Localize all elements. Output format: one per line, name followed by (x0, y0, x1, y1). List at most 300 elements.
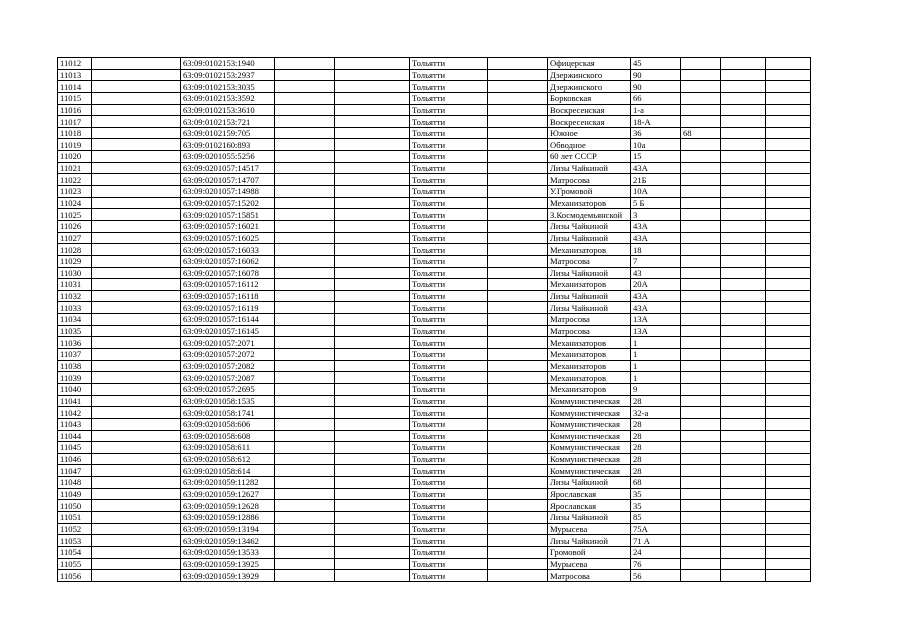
row-number-cell: 11012 (58, 58, 92, 70)
blank-cell (766, 279, 811, 291)
house-number-cell: 35 (631, 500, 681, 512)
street-cell: Дзержинского (548, 69, 631, 81)
blank-cell (721, 325, 766, 337)
blank-cell (721, 279, 766, 291)
table-row (58, 477, 811, 489)
extra-cell (681, 453, 721, 465)
city-cell: Тольятти (410, 500, 488, 512)
cadastral-number-cell: 63:09:0201057:2695 (181, 383, 275, 395)
blank-cell (92, 220, 181, 232)
blank-cell (488, 92, 548, 104)
extra-cell (681, 197, 721, 209)
cadastral-number-cell: 63:09:0201058:611 (181, 442, 275, 454)
row-number-cell: 11045 (58, 442, 92, 454)
blank-cell (335, 465, 410, 477)
table-row (58, 267, 811, 279)
extra-cell (681, 92, 721, 104)
blank-cell (488, 186, 548, 198)
blank-cell (766, 442, 811, 454)
street-cell: Громовой (548, 546, 631, 558)
row-number-cell: 11014 (58, 81, 92, 93)
blank-cell (275, 58, 335, 70)
blank-cell (275, 116, 335, 128)
blank-cell (721, 197, 766, 209)
blank-cell (721, 349, 766, 361)
blank-cell (766, 69, 811, 81)
house-number-cell: 56 (631, 570, 681, 582)
table-row (58, 407, 811, 419)
blank-cell (721, 523, 766, 535)
house-number-cell: 18-А (631, 116, 681, 128)
extra-cell (681, 186, 721, 198)
blank-cell (92, 488, 181, 500)
cadastral-number-cell: 63:09:0201057:16112 (181, 279, 275, 291)
street-cell: Механизаторов (548, 383, 631, 395)
street-cell: Механизаторов (548, 349, 631, 361)
street-cell: Коммунистическая (548, 465, 631, 477)
row-number-cell: 11033 (58, 302, 92, 314)
blank-cell (335, 500, 410, 512)
row-number-cell: 11038 (58, 360, 92, 372)
cadastral-number-cell: 63:09:0201057:16144 (181, 314, 275, 326)
blank-cell (488, 314, 548, 326)
extra-cell (681, 523, 721, 535)
blank-cell (92, 162, 181, 174)
blank-cell (275, 558, 335, 570)
blank-cell (335, 558, 410, 570)
blank-cell (335, 511, 410, 523)
house-number-cell: 28 (631, 442, 681, 454)
table-row (58, 232, 811, 244)
blank-cell (92, 465, 181, 477)
cadastral-number-cell: 63:09:0201058:614 (181, 465, 275, 477)
cadastral-number-cell: 63:09:0201057:14988 (181, 186, 275, 198)
blank-cell (488, 535, 548, 547)
extra-cell (681, 558, 721, 570)
blank-cell (721, 546, 766, 558)
extra-cell (681, 511, 721, 523)
blank-cell (766, 488, 811, 500)
extra-cell (681, 162, 721, 174)
blank-cell (766, 232, 811, 244)
blank-cell (488, 197, 548, 209)
table-row (58, 418, 811, 430)
street-cell: Матросова (548, 174, 631, 186)
street-cell: Механизаторов (548, 337, 631, 349)
city-cell: Тольятти (410, 511, 488, 523)
extra-cell (681, 209, 721, 221)
blank-cell (721, 570, 766, 582)
blank-cell (275, 81, 335, 93)
row-number-cell: 11040 (58, 383, 92, 395)
cadastral-number-cell: 63:09:0102160:893 (181, 139, 275, 151)
row-number-cell: 11032 (58, 290, 92, 302)
blank-cell (92, 255, 181, 267)
city-cell: Тольятти (410, 302, 488, 314)
blank-cell (766, 383, 811, 395)
house-number-cell: 1 (631, 372, 681, 384)
row-number-cell: 11034 (58, 314, 92, 326)
city-cell: Тольятти (410, 92, 488, 104)
blank-cell (766, 151, 811, 163)
blank-cell (766, 500, 811, 512)
street-cell: Воскресенская (548, 116, 631, 128)
street-cell: Матросова (548, 570, 631, 582)
city-cell: Тольятти (410, 186, 488, 198)
blank-cell (275, 523, 335, 535)
blank-cell (335, 232, 410, 244)
extra-cell (681, 220, 721, 232)
blank-cell (721, 69, 766, 81)
table-row (58, 558, 811, 570)
table-row (58, 546, 811, 558)
city-cell: Тольятти (410, 430, 488, 442)
blank-cell (766, 186, 811, 198)
blank-cell (92, 209, 181, 221)
city-cell: Тольятти (410, 418, 488, 430)
row-number-cell: 11018 (58, 127, 92, 139)
cadastral-number-cell: 63:09:0102153:3610 (181, 104, 275, 116)
blank-cell (335, 372, 410, 384)
blank-cell (721, 302, 766, 314)
row-number-cell: 11035 (58, 325, 92, 337)
blank-cell (335, 407, 410, 419)
cadastral-number-cell: 63:09:0201059:13925 (181, 558, 275, 570)
extra-cell (681, 395, 721, 407)
blank-cell (766, 244, 811, 256)
city-cell: Тольятти (410, 442, 488, 454)
extra-cell (681, 442, 721, 454)
street-cell: 60 лет СССР (548, 151, 631, 163)
blank-cell (335, 58, 410, 70)
city-cell: Тольятти (410, 139, 488, 151)
blank-cell (275, 546, 335, 558)
blank-cell (721, 58, 766, 70)
cadastral-number-cell: 63:09:0201057:16021 (181, 220, 275, 232)
blank-cell (275, 372, 335, 384)
blank-cell (92, 197, 181, 209)
blank-cell (335, 279, 410, 291)
table-row (58, 279, 811, 291)
row-number-cell: 11048 (58, 477, 92, 489)
blank-cell (488, 81, 548, 93)
blank-cell (766, 535, 811, 547)
blank-cell (488, 220, 548, 232)
table-row (58, 151, 811, 163)
street-cell: Механизаторов (548, 279, 631, 291)
street-cell: Коммунистическая (548, 442, 631, 454)
blank-cell (721, 511, 766, 523)
extra-cell (681, 535, 721, 547)
table-row (58, 430, 811, 442)
extra-cell (681, 500, 721, 512)
extra-cell (681, 139, 721, 151)
blank-cell (275, 209, 335, 221)
blank-cell (488, 418, 548, 430)
city-cell: Тольятти (410, 546, 488, 558)
table-row (58, 139, 811, 151)
blank-cell (275, 325, 335, 337)
blank-cell (766, 360, 811, 372)
house-number-cell: 1 (631, 337, 681, 349)
blank-cell (721, 430, 766, 442)
table-row (58, 535, 811, 547)
blank-cell (92, 546, 181, 558)
extra-cell (681, 151, 721, 163)
blank-cell (92, 58, 181, 70)
street-cell: Южное (548, 127, 631, 139)
blank-cell (488, 290, 548, 302)
row-number-cell: 11024 (58, 197, 92, 209)
street-cell: Лизы Чайкиной (548, 220, 631, 232)
blank-cell (766, 162, 811, 174)
blank-cell (488, 511, 548, 523)
table-row (58, 488, 811, 500)
blank-cell (92, 523, 181, 535)
city-cell: Тольятти (410, 523, 488, 535)
table-row (58, 500, 811, 512)
blank-cell (766, 407, 811, 419)
table-row (58, 69, 811, 81)
blank-cell (275, 290, 335, 302)
blank-cell (335, 209, 410, 221)
city-cell: Тольятти (410, 220, 488, 232)
blank-cell (335, 290, 410, 302)
blank-cell (275, 349, 335, 361)
house-number-cell: 5 Б (631, 197, 681, 209)
row-number-cell: 11053 (58, 535, 92, 547)
cadastral-number-cell: 63:09:0201055:5256 (181, 151, 275, 163)
blank-cell (766, 453, 811, 465)
table-row (58, 255, 811, 267)
extra-cell (681, 430, 721, 442)
cadastral-number-cell: 63:09:0201057:16078 (181, 267, 275, 279)
blank-cell (488, 267, 548, 279)
blank-cell (92, 314, 181, 326)
blank-cell (92, 558, 181, 570)
blank-cell (766, 209, 811, 221)
blank-cell (335, 116, 410, 128)
blank-cell (275, 477, 335, 489)
house-number-cell: 28 (631, 395, 681, 407)
row-number-cell: 11056 (58, 570, 92, 582)
blank-cell (721, 174, 766, 186)
extra-cell (681, 407, 721, 419)
blank-cell (335, 186, 410, 198)
blank-cell (92, 186, 181, 198)
cadastral-number-cell: 63:09:0201059:13194 (181, 523, 275, 535)
row-number-cell: 11037 (58, 349, 92, 361)
row-number-cell: 11027 (58, 232, 92, 244)
row-number-cell: 11013 (58, 69, 92, 81)
cadastral-number-cell: 63:09:0201057:2082 (181, 360, 275, 372)
extra-cell (681, 255, 721, 267)
data-table (57, 57, 811, 582)
blank-cell (766, 523, 811, 535)
house-number-cell: 45 (631, 58, 681, 70)
blank-cell (335, 523, 410, 535)
cadastral-number-cell: 63:09:0201057:15851 (181, 209, 275, 221)
blank-cell (275, 360, 335, 372)
table-row (58, 465, 811, 477)
row-number-cell: 11046 (58, 453, 92, 465)
house-number-cell: 90 (631, 81, 681, 93)
blank-cell (488, 244, 548, 256)
blank-cell (721, 314, 766, 326)
blank-cell (335, 302, 410, 314)
cadastral-number-cell: 63:09:0201057:15202 (181, 197, 275, 209)
cadastral-number-cell: 63:09:0201057:14517 (181, 162, 275, 174)
blank-cell (766, 267, 811, 279)
city-cell: Тольятти (410, 162, 488, 174)
blank-cell (766, 116, 811, 128)
house-number-cell: 21Б (631, 174, 681, 186)
extra-cell (681, 104, 721, 116)
house-number-cell: 28 (631, 430, 681, 442)
blank-cell (92, 418, 181, 430)
blank-cell (92, 232, 181, 244)
extra-cell (681, 69, 721, 81)
cadastral-number-cell: 63:09:0102153:3592 (181, 92, 275, 104)
row-number-cell: 11015 (58, 92, 92, 104)
blank-cell (335, 430, 410, 442)
blank-cell (721, 267, 766, 279)
street-cell: Лизы Чайкиной (548, 511, 631, 523)
blank-cell (721, 81, 766, 93)
street-cell: Мурысева (548, 523, 631, 535)
extra-cell (681, 174, 721, 186)
city-cell: Тольятти (410, 383, 488, 395)
city-cell: Тольятти (410, 314, 488, 326)
house-number-cell: 43 (631, 267, 681, 279)
blank-cell (335, 535, 410, 547)
house-number-cell: 32-а (631, 407, 681, 419)
city-cell: Тольятти (410, 290, 488, 302)
street-cell: Коммунистическая (548, 418, 631, 430)
blank-cell (275, 244, 335, 256)
house-number-cell: 1-а (631, 104, 681, 116)
blank-cell (335, 314, 410, 326)
city-cell: Тольятти (410, 325, 488, 337)
blank-cell (275, 511, 335, 523)
blank-cell (92, 244, 181, 256)
blank-cell (275, 174, 335, 186)
blank-cell (721, 162, 766, 174)
cadastral-number-cell: 63:09:0201057:2072 (181, 349, 275, 361)
blank-cell (488, 116, 548, 128)
blank-cell (275, 267, 335, 279)
blank-cell (488, 232, 548, 244)
cadastral-number-cell: 63:09:0201057:16025 (181, 232, 275, 244)
blank-cell (92, 453, 181, 465)
blank-cell (275, 186, 335, 198)
blank-cell (92, 360, 181, 372)
cadastral-number-cell: 63:09:0201057:16145 (181, 325, 275, 337)
cadastral-number-cell: 63:09:0201057:16062 (181, 255, 275, 267)
street-cell: Лизы Чайкиной (548, 302, 631, 314)
blank-cell (488, 69, 548, 81)
blank-cell (721, 232, 766, 244)
blank-cell (335, 220, 410, 232)
blank-cell (721, 465, 766, 477)
blank-cell (92, 127, 181, 139)
street-cell: Мурысева (548, 558, 631, 570)
blank-cell (766, 546, 811, 558)
blank-cell (275, 337, 335, 349)
blank-cell (488, 395, 548, 407)
blank-cell (488, 500, 548, 512)
cadastral-number-cell: 63:09:0201058:606 (181, 418, 275, 430)
street-cell: Обводное (548, 139, 631, 151)
blank-cell (92, 407, 181, 419)
house-number-cell: 10А (631, 186, 681, 198)
street-cell: Лизы Чайкиной (548, 290, 631, 302)
blank-cell (92, 92, 181, 104)
row-number-cell: 11047 (58, 465, 92, 477)
table-row (58, 290, 811, 302)
house-number-cell: 43А (631, 162, 681, 174)
house-number-cell: 28 (631, 418, 681, 430)
blank-cell (488, 337, 548, 349)
blank-cell (766, 220, 811, 232)
cadastral-number-cell: 63:09:0201058:1741 (181, 407, 275, 419)
blank-cell (488, 209, 548, 221)
blank-cell (275, 104, 335, 116)
city-cell: Тольятти (410, 360, 488, 372)
street-cell: Коммунистическая (548, 430, 631, 442)
city-cell: Тольятти (410, 127, 488, 139)
house-number-cell: 18 (631, 244, 681, 256)
blank-cell (275, 139, 335, 151)
house-number-cell: 68 (631, 477, 681, 489)
table-row (58, 197, 811, 209)
city-cell: Тольятти (410, 558, 488, 570)
blank-cell (721, 127, 766, 139)
blank-cell (488, 465, 548, 477)
extra-cell (681, 360, 721, 372)
cadastral-number-cell: 63:09:0201059:12628 (181, 500, 275, 512)
row-number-cell: 11019 (58, 139, 92, 151)
row-number-cell: 11054 (58, 546, 92, 558)
blank-cell (721, 442, 766, 454)
blank-cell (766, 372, 811, 384)
cadastral-number-cell: 63:09:0201059:11282 (181, 477, 275, 489)
street-cell: Офицерская (548, 58, 631, 70)
blank-cell (335, 174, 410, 186)
blank-cell (488, 488, 548, 500)
extra-cell (681, 337, 721, 349)
street-cell: З.Космодемьянской (548, 209, 631, 221)
blank-cell (275, 302, 335, 314)
blank-cell (335, 92, 410, 104)
table-row (58, 383, 811, 395)
city-cell: Тольятти (410, 465, 488, 477)
row-number-cell: 11020 (58, 151, 92, 163)
extra-cell (681, 383, 721, 395)
blank-cell (335, 151, 410, 163)
cadastral-number-cell: 63:09:0102153:3035 (181, 81, 275, 93)
row-number-cell: 11025 (58, 209, 92, 221)
blank-cell (92, 104, 181, 116)
blank-cell (766, 418, 811, 430)
extra-cell (681, 372, 721, 384)
blank-cell (721, 535, 766, 547)
extra-cell (681, 58, 721, 70)
blank-cell (335, 267, 410, 279)
blank-cell (721, 220, 766, 232)
house-number-cell: 1 (631, 349, 681, 361)
blank-cell (488, 558, 548, 570)
